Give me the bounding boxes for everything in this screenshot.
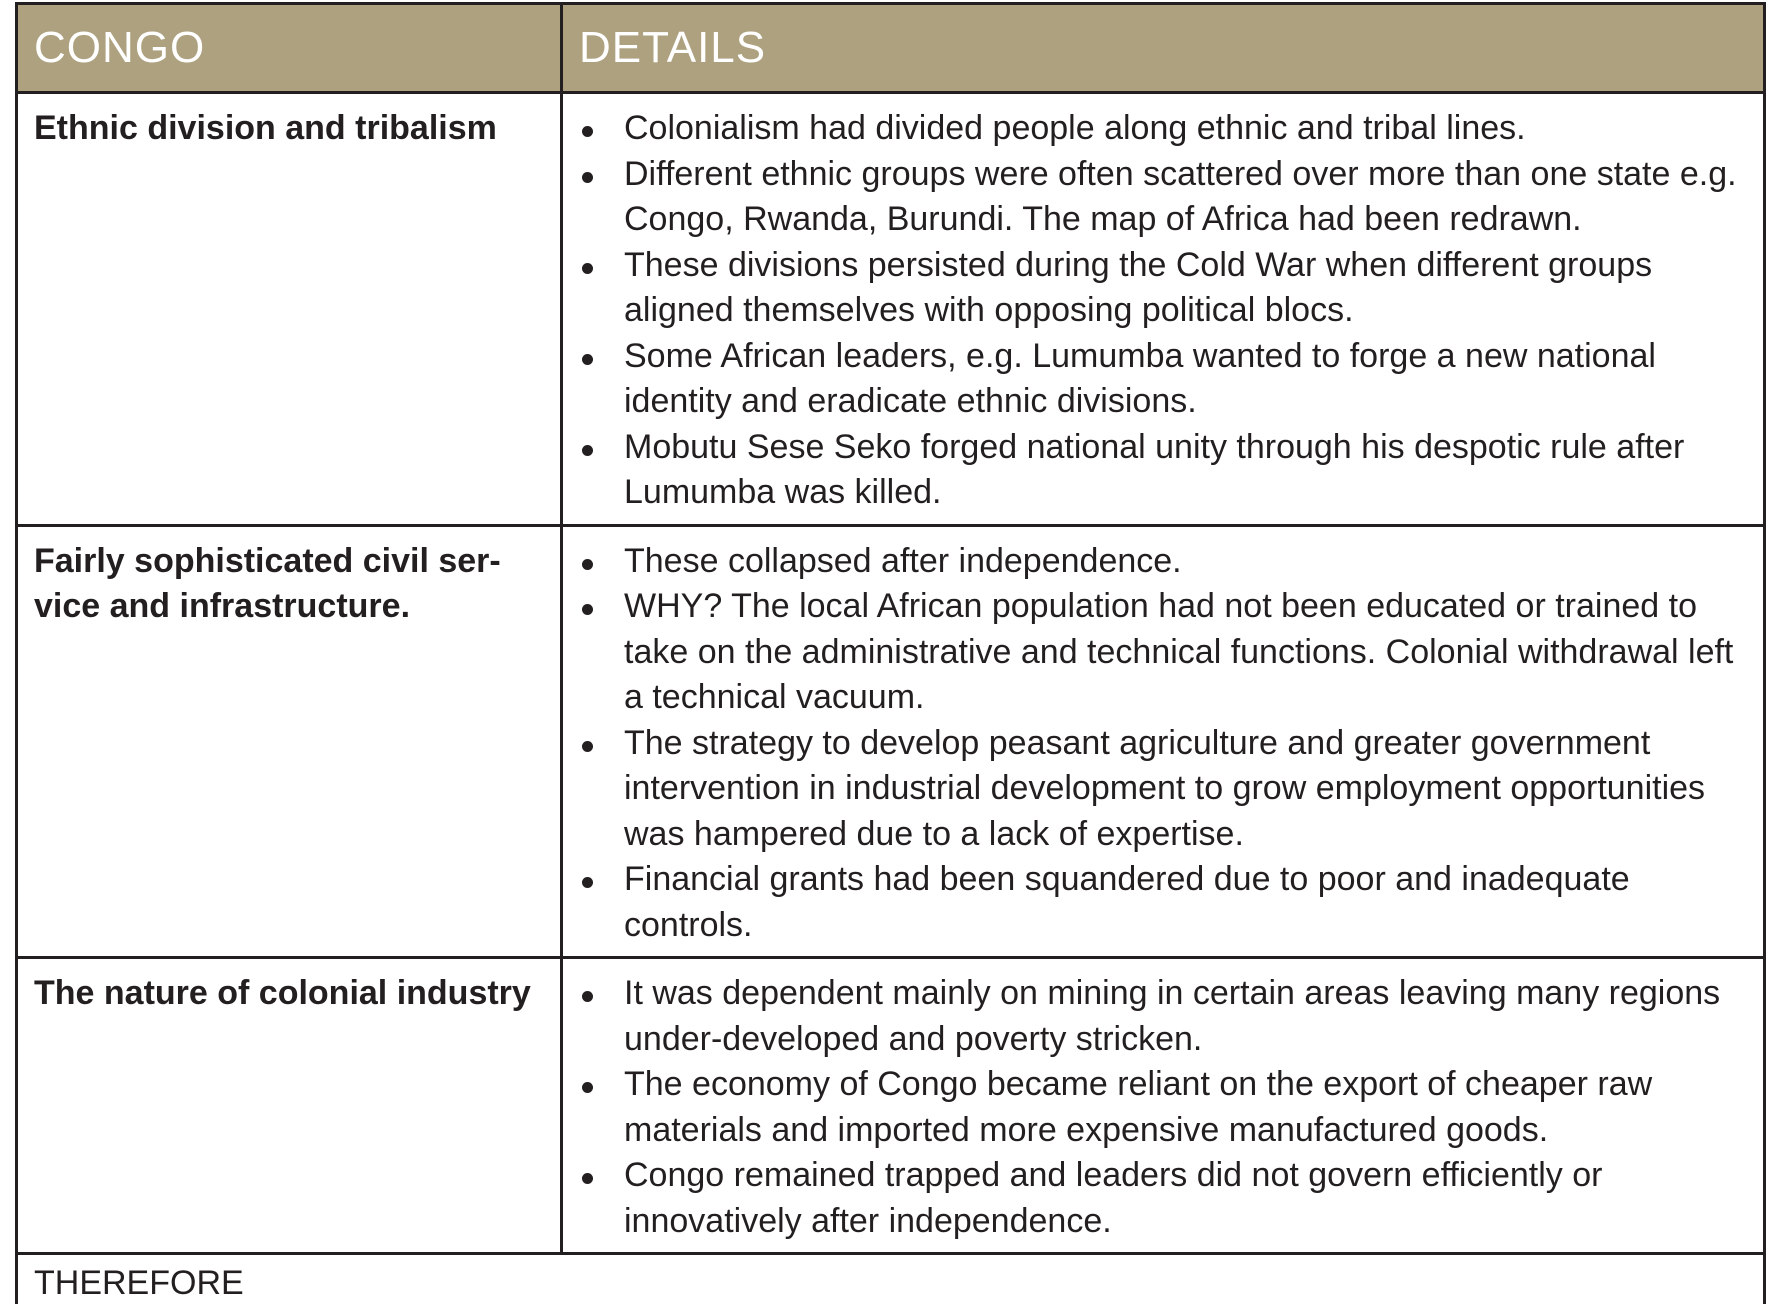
bullet-icon [582,991,593,1002]
list-item [563,106,1757,152]
list-item-text: Some African leaders, e.g. Lumumba wanted to forge a new national identity and eradicate ethnic divisions. [624,336,1656,420]
header-details: DETAILS [562,4,1765,93]
bullet-icon [582,445,593,456]
list-item [563,1062,1757,1153]
therefore-label: THEREFORE [17,1254,1765,1304]
row-details-ethnic-division [562,93,1765,526]
list-item-text: Different ethnic groups were often scattered over more than one state e.g. Congo, Rwanda, Burundi. The map of Africa had been redrawn. [624,154,1737,238]
congo-details-table [15,2,1766,1304]
row-details-civil-service [562,525,1765,958]
list-item [563,243,1757,334]
table-row [17,93,1765,526]
bullet-icon [582,126,593,137]
list-item-text: Mobutu Sese Seko forged national unity through his despotic rule after Lumumba was killed. [624,427,1685,511]
list-item [563,971,1757,1062]
bullet-icon [582,263,593,274]
table-footer-row [17,1254,1765,1304]
list-item-text: These collapsed after independence. [624,541,1182,580]
list-item-text: The strategy to develop peasant agriculture and greater government intervention in industrial development to grow employment opportunities was hampered due to a lack of expertise. [624,723,1706,853]
list-item-text: The economy of Congo became reliant on the export of cheaper raw materials and imported more expensive manufactured goods. [624,1065,1653,1149]
bullet-icon [582,1173,593,1184]
bullet-icon [582,354,593,365]
list-item [563,425,1757,516]
bullet-icon [582,559,593,570]
table-header-row [17,4,1765,93]
list-item-text: Financial grants had been squandered due to poor and inadequate controls. [624,860,1630,944]
bullet-icon [582,1082,593,1093]
row-topic-ethnic-division: Ethnic division and tribalism [17,93,562,526]
row-details-colonial-industry [562,958,1765,1254]
list-item [563,334,1757,425]
list-item-text: Colonialism had divided people along ethnic and tribal lines. [624,109,1526,147]
list-item-text: Congo remained trapped and leaders did not govern efficiently or innovatively after independence. [624,1156,1603,1240]
row-topic-civil-service: Fairly sophisticated civil ser-vice and infrastructure. [17,525,562,958]
row-topic-colonial-industry: The nature of colonial industry [17,958,562,1254]
list-item-text: These divisions persisted during the Cold War when different groups aligned themselves with opposing political blocs. [624,245,1653,329]
list-item [563,539,1757,585]
bullet-icon [582,172,593,183]
list-item [563,1153,1757,1244]
list-item-text: It was dependent mainly on mining in certain areas leaving many regions under-developed and poverty stricken. [624,974,1721,1058]
list-item [563,721,1757,858]
table-row [17,958,1765,1254]
bullet-icon [582,741,593,752]
bullet-icon [582,877,593,888]
bullet-icon [582,604,593,615]
list-item-text: WHY? The local African population had not been educated or trained to take on the administrative and technical functions. Colonial withdrawal left a technical vacuum. [624,587,1734,716]
header-congo: CONGO [17,4,562,93]
bullet-list [563,106,1757,516]
bullet-list [563,971,1757,1244]
bullet-list [563,539,1757,949]
list-item [563,857,1757,948]
table-row [17,525,1765,958]
list-item [563,584,1757,721]
list-item [563,152,1757,243]
